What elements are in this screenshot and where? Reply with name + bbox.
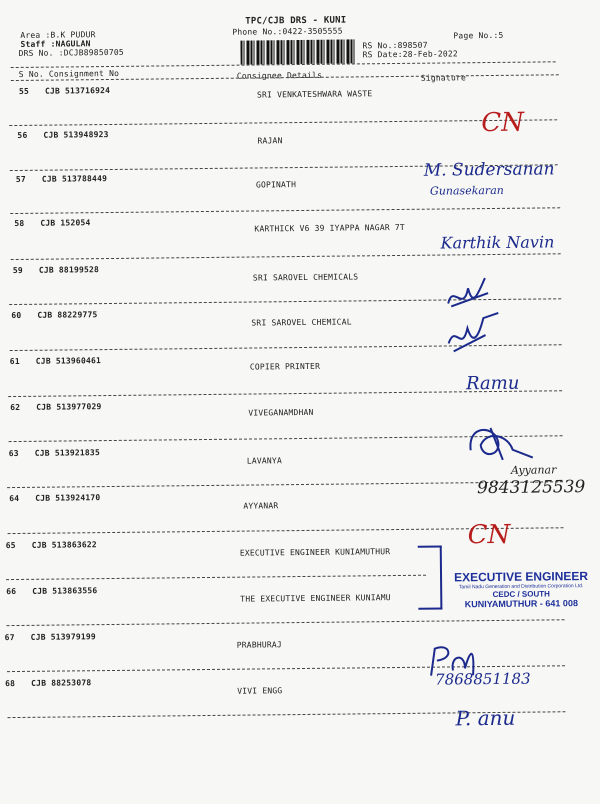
divider <box>9 119 557 126</box>
drs-number: DRS No. :DCJB89850705 <box>18 47 124 58</box>
divider <box>11 253 561 260</box>
signature-mark: Ramu <box>465 372 520 395</box>
phone-handwritten: 9843125539 <box>477 477 586 499</box>
serial-number: 63 <box>8 448 19 459</box>
consignment-number: CJB 513863622 <box>31 540 97 550</box>
table-row <box>9 488 549 511</box>
stamp-title: EXECUTIVE ENGINEER <box>453 569 589 585</box>
consignee-name: COPIER PRINTER <box>249 361 321 372</box>
staff-label: Staff :NAGULAN <box>20 39 91 49</box>
serial-number: 66 <box>6 587 17 597</box>
serial-number: 67 <box>4 633 15 643</box>
consignee-name: SRI SAROVEL CHEMICAL <box>251 317 352 328</box>
consignment-number: CJB 88229775 <box>37 310 98 320</box>
consignee-name: PRABHURAJ <box>236 640 282 650</box>
cn-mark: CN <box>481 107 525 139</box>
consignee-name: VIVEGANAMDHAN <box>248 407 314 418</box>
consignment-number: CJB 513716924 <box>44 85 111 96</box>
official-stamp <box>446 569 597 631</box>
consignment-number: CJB 513863556 <box>32 586 98 596</box>
cn-mark: CN <box>467 519 511 551</box>
signature-mark: Karthik Navin <box>440 232 555 253</box>
serial-number: 68 <box>5 679 16 689</box>
consignee-name: EXECUTIVE ENGINEER KUNIAMUTHUR <box>239 547 391 558</box>
serial-number: 62 <box>10 402 21 413</box>
signature-scribble <box>443 273 514 369</box>
divider <box>6 575 426 580</box>
serial-number: 56 <box>17 130 28 140</box>
consignment-number: CJB 513948923 <box>43 130 109 140</box>
serial-number: 59 <box>12 265 23 276</box>
phone-number: Phone No.:0422-3505555 <box>232 26 343 37</box>
signature-scribble <box>462 419 542 465</box>
bracket-mark <box>418 546 443 610</box>
consignment-number: CJB 88199528 <box>38 265 100 275</box>
consignee-name: THE EXECUTIVE ENGINEER KUNIAMU <box>240 593 391 604</box>
column-header-signature: Signature <box>420 73 467 83</box>
consignee-name: RAJAN <box>257 136 283 146</box>
stamp-place: KUNIYAMUTHUR - 641 008 <box>464 598 578 610</box>
consignee-name: AYYANAR <box>243 501 279 511</box>
serial-number: 55 <box>18 86 30 96</box>
consignment-number: CJB 513979199 <box>30 632 96 642</box>
consignee-name: KARTHICK V6 39 IYAPPA NAGAR 7T <box>254 222 405 234</box>
column-header-consignee: Consignee Details <box>236 70 323 81</box>
consignment-number: CJB 513960461 <box>35 356 102 366</box>
consignment-number: CJB 88253078 <box>31 678 92 688</box>
serial-number: 64 <box>9 493 20 504</box>
consignment-number: CJB 513977029 <box>36 402 102 412</box>
consignee-name: GOPINATH <box>255 180 297 190</box>
column-header-sno: S No. Consignment No <box>18 68 120 79</box>
consignment-number: CJB 152054 <box>40 218 91 228</box>
rs-number: RS No.:898507 <box>362 40 428 51</box>
table-row <box>14 213 554 234</box>
table-row <box>12 260 553 283</box>
signature-mark: Gunasekaran <box>429 183 504 198</box>
serial-number: 58 <box>14 218 25 229</box>
rs-date: RS Date:28-Feb-2022 <box>362 49 458 60</box>
consignment-number: CJB 513921835 <box>34 448 100 458</box>
barcode <box>240 39 355 64</box>
consignee-name: SRI SAROVEL CHEMICALS <box>252 272 359 283</box>
table-row <box>10 397 550 418</box>
stamp-org: Tamil Nadu Generation and Distribution Corporation Ltd. <box>458 583 584 591</box>
page-number: Page No.:5 <box>453 30 504 41</box>
divider <box>10 207 560 214</box>
area-label: Area :B.K PUDUR <box>20 30 96 40</box>
stamp-division: CEDC / SOUTH <box>492 589 550 600</box>
table-row <box>18 81 559 100</box>
signature-mark: M. Sudersanan <box>423 159 555 181</box>
consignee-name: VIVI ENGG <box>237 686 283 696</box>
serial-number: 60 <box>11 310 22 321</box>
serial-number: 65 <box>5 541 16 551</box>
serial-number: 61 <box>9 356 20 367</box>
table-row <box>17 125 557 146</box>
consignee-name: LAVANYA <box>246 456 282 466</box>
phone-handwritten: 7868851183 <box>435 669 531 689</box>
serial-number: 57 <box>15 174 26 184</box>
consignee-name: SRI VENKATESHWARA WASTE <box>256 89 373 100</box>
document-title: TPC/CJB DRS - KUNI <box>245 15 347 27</box>
consignment-number: CJB 513788449 <box>41 174 108 184</box>
consignment-number: CJB 513924170 <box>35 493 101 503</box>
signature-mark: Ayyanar <box>510 463 557 477</box>
signature-mark: P. anu <box>455 705 516 731</box>
